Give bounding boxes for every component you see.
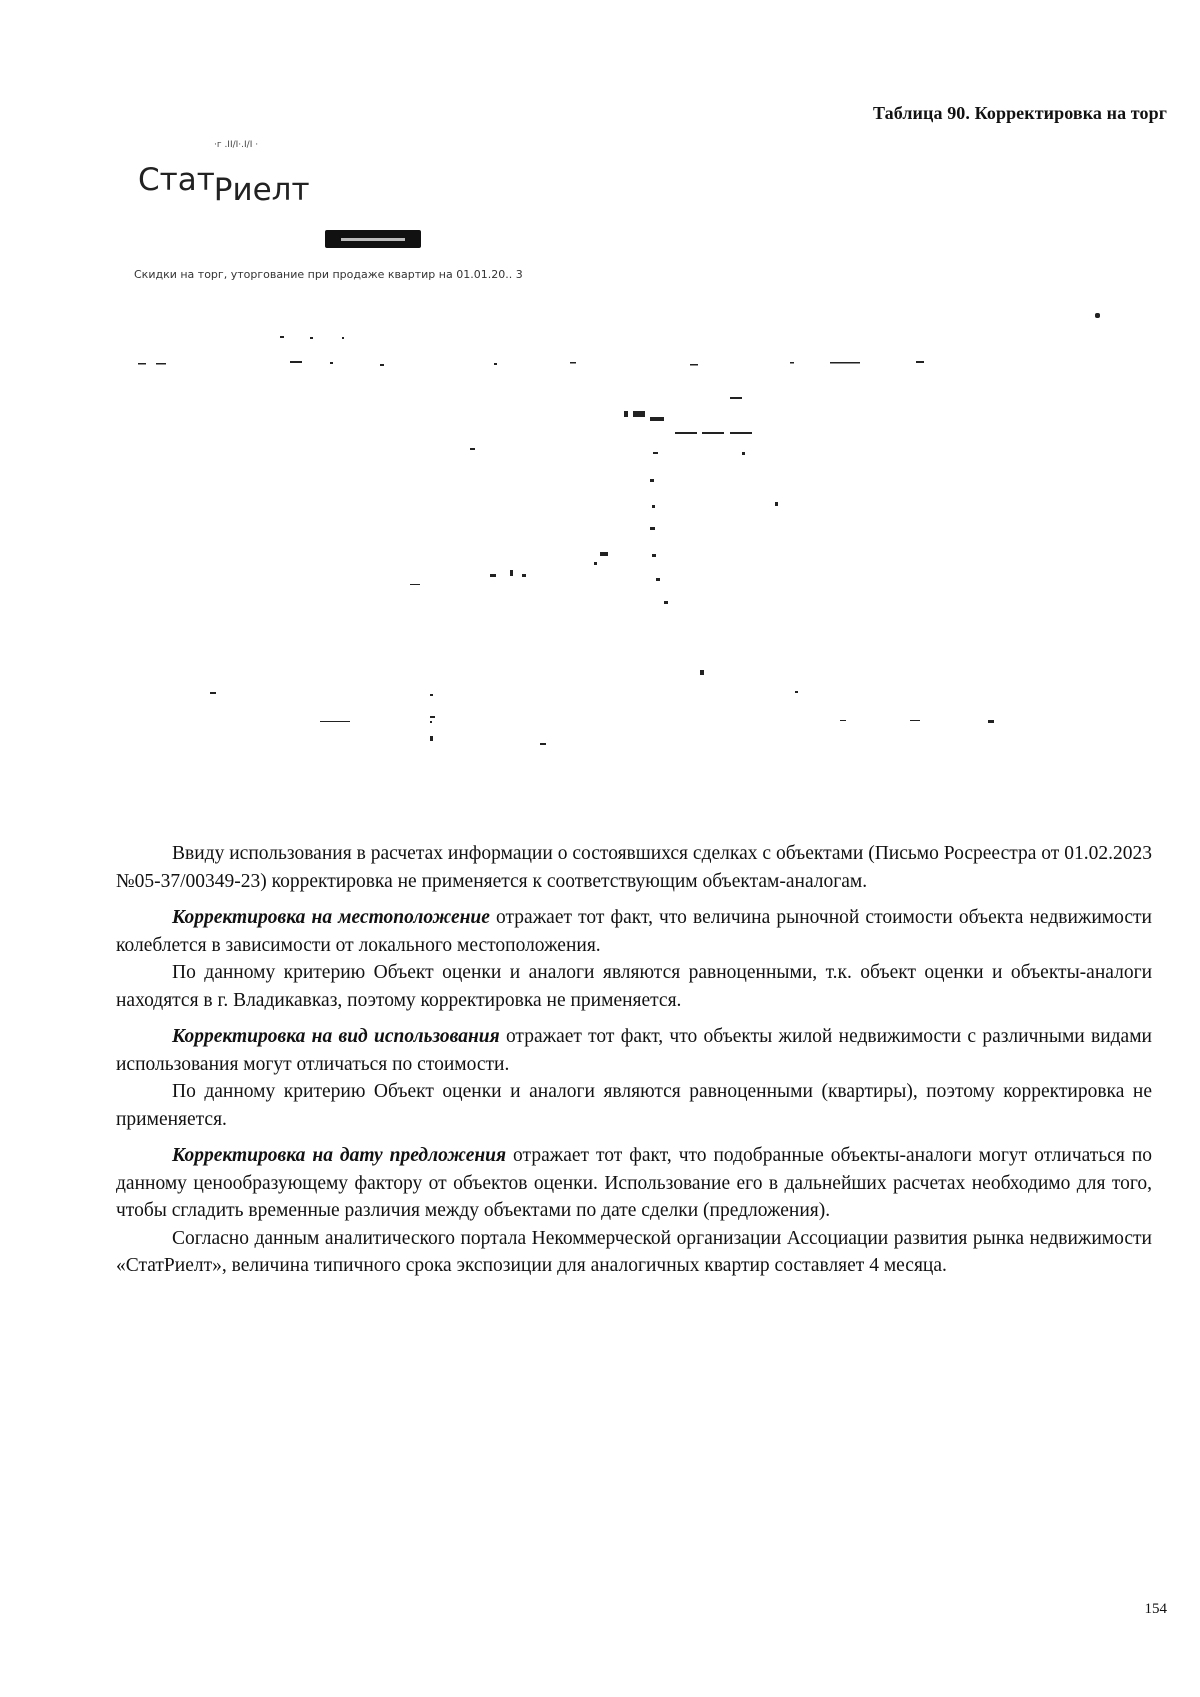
- paragraph-7: [116, 1225, 1152, 1280]
- paragraph-1: [116, 840, 1152, 895]
- scanned-table-image: [130, 140, 1120, 830]
- paragraph-5-text: По данному критерию Объект оценки и аналоги являются равноценными (квартиры), поэтому корректировка не применяется.: [116, 1081, 1152, 1130]
- paragraph-4-text: отражает тот факт, что объекты жилой недвижимости с различными видами использования могут отличаться по стоимости.: [116, 1026, 1152, 1075]
- scan-subtitle: Скидки на торг, уторгование при продаже квартир на 01.01.20.. 3: [134, 268, 523, 281]
- paragraph-4-lead: Корректировка на вид использования: [172, 1026, 500, 1047]
- body-text: [116, 840, 1152, 1280]
- paragraph-6: [116, 1142, 1152, 1225]
- scan-noise-marks: [130, 140, 1120, 830]
- paragraph-2-text: отражает тот факт, что величина рыночной стоимости объекта недвижимости колеблется в зависимости от локального местоположения.: [116, 907, 1152, 956]
- table-caption: Таблица 90. Корректировка на торг: [872, 103, 1167, 123]
- paragraph-4: [116, 1023, 1152, 1078]
- paragraph-3: [116, 959, 1152, 1014]
- paragraph-6-text: отражает тот факт, что подобранные объекты-аналоги могут отличаться по данному ценообразующему фактору от объектов оценки. Использование его в дальнейших расчетах необходимо для того, чтобы сгладить временные различия между объектами по дате сделки (предложения).: [116, 1145, 1153, 1221]
- logo-main-text: Стат: [138, 162, 215, 198]
- paragraph-3-text: По данному критерию Объект оценки и аналоги являются равноценными, т.к. объект оценки и объекты-аналоги находятся в г. Владикавказ, поэтому корректировка не применяется.: [116, 962, 1152, 1011]
- paragraph-7-text: Согласно данным аналитического портала Некоммерческой организации Ассоциации развития рынка недвижимости «СтатРиелт», величина типичного срока экспозиции для аналогичных квартир составляет 4 месяца.: [116, 1227, 1152, 1276]
- paragraph-5: [116, 1078, 1152, 1133]
- page-number: 154: [1144, 1601, 1167, 1617]
- paragraph-2-lead: Корректировка на местоположение: [172, 907, 490, 928]
- scan-header-small: ·г .II/I·.I/I ·: [214, 140, 259, 150]
- logo-sub-text: Риелт: [213, 172, 310, 208]
- paragraph-1-text: Ввиду использования в расчетах информации о состоявшихся сделках с объектами (Письмо Росреестра от 01.02.2023 №05-37/00349-23) корректировка не применяется к соответствующим объектам-аналогам.: [116, 843, 1152, 892]
- paragraph-2: [116, 904, 1152, 959]
- paragraph-6-lead: Корректировка на дату предложения: [172, 1145, 507, 1166]
